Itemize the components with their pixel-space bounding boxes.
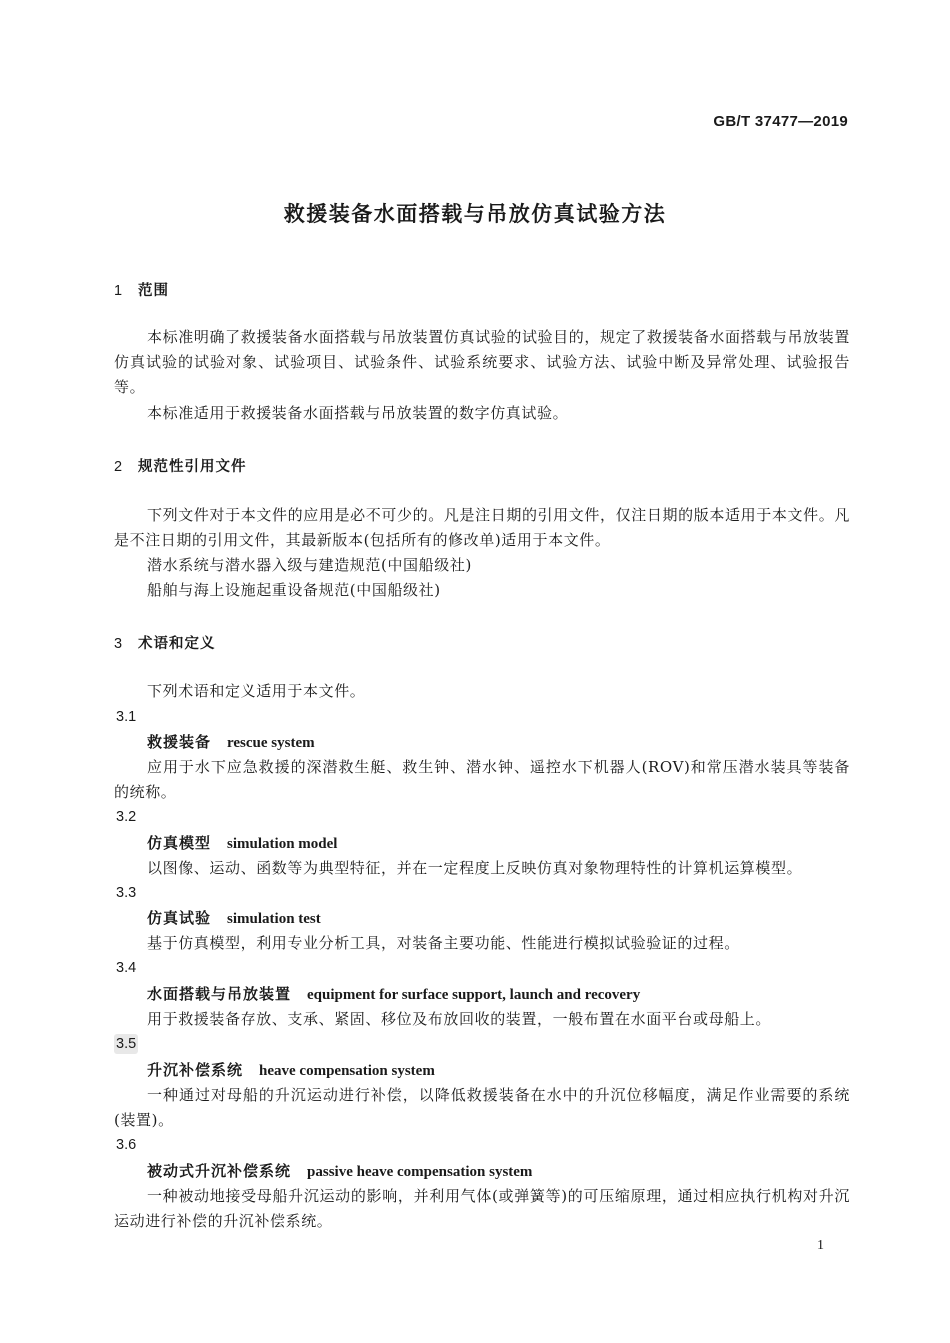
reference-item-1: 潜水系统与潜水器入级与建造规范(中国船级社) bbox=[147, 556, 472, 574]
term-chinese: 升沉补偿系统 bbox=[147, 1061, 244, 1079]
reference-item-2: 船舶与海上设施起重设备规范(中国船级社) bbox=[147, 581, 441, 599]
scope-paragraph-2: 本标准适用于救援装备水面搭载与吊放装置的数字仿真试验。 bbox=[147, 404, 569, 422]
term-chinese: 仿真模型 bbox=[147, 834, 212, 852]
section-number: 2 bbox=[114, 459, 124, 475]
section-title: 术语和定义 bbox=[138, 636, 216, 652]
term-definition: 用于救援装备存放、支承、紧固、移位及布放回收的装置，一般布置在水面平台或母船上。 bbox=[147, 1010, 772, 1028]
standard-code: GB/T 37477—2019 bbox=[713, 113, 848, 130]
section-title: 范围 bbox=[138, 283, 169, 299]
term-number: 3.3 bbox=[116, 885, 137, 901]
term-definition: 以图像、运动、函数等为典型特征，并在一定程度上反映仿真对象物理特性的计算机运算模型。 bbox=[147, 859, 803, 877]
term-heading bbox=[147, 907, 321, 930]
term-number: 3.4 bbox=[116, 960, 137, 976]
term-chinese: 被动式升沉补偿系统 bbox=[147, 1162, 292, 1180]
term-chinese: 水面搭载与吊放装置 bbox=[147, 985, 292, 1003]
term-heading bbox=[147, 1059, 435, 1082]
term-heading bbox=[147, 832, 337, 855]
term-heading bbox=[147, 983, 640, 1006]
term-heading bbox=[147, 731, 315, 754]
term-number-highlighted: 3.5 bbox=[116, 1036, 137, 1052]
term-english: simulation model bbox=[227, 836, 338, 852]
term-heading bbox=[147, 1160, 532, 1183]
term-definition: 应用于水下应急救援的深潜救生艇、救生钟、潜水钟、遥控水下机器人(ROV)和常压潜水装具等装备的统称。 bbox=[114, 758, 850, 801]
term-definition: 一种被动地接受母船升沉运动的影响，并利用气体(或弹簧等)的可压缩原理，通过相应执行机构对升沉运动进行补偿的升沉补偿系统。 bbox=[114, 1187, 850, 1230]
term-english: heave compensation system bbox=[259, 1063, 435, 1079]
term-chinese: 仿真试验 bbox=[147, 909, 212, 927]
section-number: 1 bbox=[114, 283, 124, 299]
term-english: rescue system bbox=[227, 735, 315, 751]
term-english: equipment for surface support, launch and recovery bbox=[307, 987, 641, 1003]
term-definition: 一种通过对母船的升沉运动进行补偿，以降低救援装备在水中的升沉位移幅度，满足作业需要的系统(装置)。 bbox=[114, 1086, 850, 1129]
section-2-heading bbox=[114, 455, 247, 476]
section-3-heading bbox=[114, 632, 216, 653]
section-number: 3 bbox=[114, 636, 124, 652]
term-number: 3.6 bbox=[116, 1137, 137, 1153]
section-1-heading bbox=[114, 279, 169, 300]
term-english: simulation test bbox=[227, 911, 321, 927]
term-number: 3.2 bbox=[116, 809, 137, 825]
page-number: 1 bbox=[817, 1238, 824, 1253]
scope-paragraph-1: 本标准明确了救援装备水面搭载与吊放装置仿真试验的试验目的，规定了救援装备水面搭载与吊放装置仿真试验的试验对象、试验项目、试验条件、试验系统要求、试验方法、试验中断及异常处理、试验报告等。 bbox=[114, 328, 850, 396]
document-title: 救援装备水面搭载与吊放仿真试验方法 bbox=[283, 202, 667, 226]
term-definition: 基于仿真模型，利用专业分析工具，对装备主要功能、性能进行模拟试验验证的过程。 bbox=[147, 934, 740, 952]
term-chinese: 救援装备 bbox=[147, 733, 212, 751]
terms-intro: 下列术语和定义适用于本文件。 bbox=[147, 682, 366, 700]
term-english: passive heave compensation system bbox=[307, 1164, 533, 1180]
normative-references-paragraph: 下列文件对于本文件的应用是必不可少的。凡是注日期的引用文件，仅注日期的版本适用于本文件。凡是不注日期的引用文件，其最新版本(包括所有的修改单)适用于本文件。 bbox=[114, 506, 850, 549]
section-title: 规范性引用文件 bbox=[138, 459, 247, 475]
term-number: 3.1 bbox=[116, 709, 137, 725]
